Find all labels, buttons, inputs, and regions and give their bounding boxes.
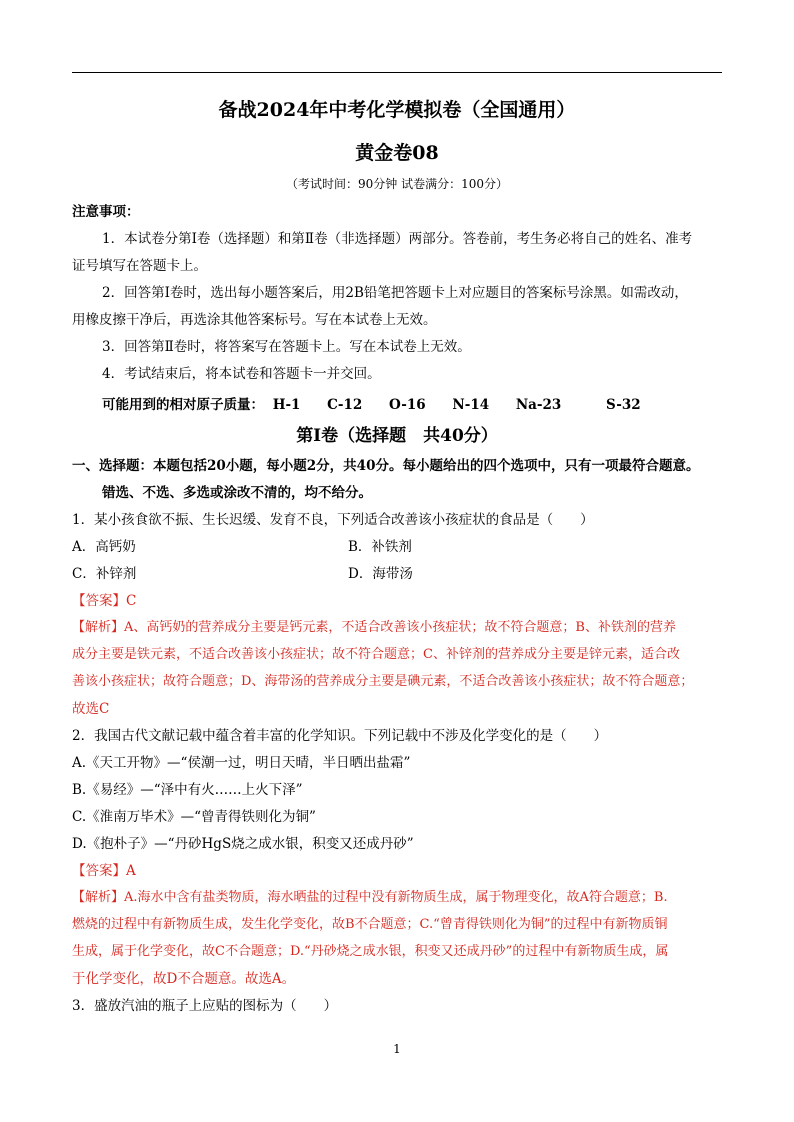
- question-1-explanation-line-4: 故选C: [72, 701, 110, 717]
- atomic-mass-item: S-32: [606, 397, 641, 413]
- question-2-explanation-line-3: 生成，属于化学变化，故C不合题意；D.“丹砂烧之成水银，积变又还成丹砂”的过程中有新物质生成，属: [72, 944, 669, 959]
- question-1-option-a: A．高钙奶: [72, 539, 136, 555]
- question-2-explanation-line-4: 于化学变化，故D不合题意。故选A。: [72, 971, 296, 987]
- note-1-line-2: 证号填写在答题卡上。: [72, 258, 207, 274]
- question-1-explanation-line-1: 【解析】A、高钙奶的营养成分主要是钙元素，不适合改善该小孩症状；故不符合题意；B、补铁剂的营养: [72, 620, 676, 635]
- question-1-option-c: C．补锌剂: [72, 566, 137, 582]
- header-rule: [72, 72, 722, 73]
- exam-info: （考试时间：90分钟 试卷满分：100分）: [286, 177, 508, 191]
- atomic-mass-item: C-12: [327, 397, 363, 413]
- section-intro-line-2: 错选、不选、多选或涂改不清的，均不给分。: [102, 485, 372, 501]
- note-2-line-2: 用橡皮擦干净后，再选涂其他答案标号。写在本试卷上无效。: [72, 312, 437, 328]
- question-1-answer: 【答案】C: [72, 593, 137, 609]
- atomic-mass-item: N-14: [452, 397, 490, 413]
- page-number: 1: [393, 1042, 401, 1056]
- question-2-option-b: B.《易经》—“泽中有火……上火下泽”: [72, 782, 303, 798]
- question-1-explanation-line-2: 成分主要是铁元素，不适合改善该小孩症状；故不符合题意；C、补锌剂的营养成分主要是锌元素，适合改: [72, 647, 680, 662]
- atomic-mass-item: O-16: [389, 397, 426, 413]
- atomic-masses: [102, 393, 663, 413]
- question-2-stem: 2．我国古代文献记载中蕴含着丰富的化学知识。下列记载中不涉及化学变化的是（ ）: [72, 728, 608, 744]
- page-subtitle: 黄金卷08: [355, 142, 439, 164]
- question-1-stem: 1．某小孩食欲不振、生长迟缓、发育不良，下列适合改善该小孩症状的食品是（ ）: [72, 512, 594, 528]
- question-2-answer: 【答案】A: [72, 863, 136, 879]
- note-2-line-1: 2．回答第Ⅰ卷时，选出每小题答案后，用2B铅笔把答题卡上对应题目的答案标号涂黑。如需改动，: [102, 285, 688, 301]
- question-2-option-c: C.《淮南万毕术》—“曾青得铁则化为铜”: [72, 809, 316, 825]
- question-1-explanation-line-3: 善该小孩症状；故符合题意；D、海带汤的营养成分主要是碘元素，不适合改善该小孩症状；故不符合题意；: [72, 674, 694, 689]
- atomic-mass-item: H-1: [272, 397, 301, 413]
- atomic-mass-item: Na-23: [515, 397, 562, 413]
- question-2-option-d: D.《抱朴子》—“丹砂HgS烧之成水银，积变又还成丹砂”: [72, 836, 414, 852]
- atomic-masses-label: 可能用到的相对原子质量：: [102, 397, 264, 413]
- section-title: 第Ⅰ卷（选择题 共40分）: [296, 426, 498, 446]
- note-3: 3．回答第Ⅱ卷时，将答案写在答题卡上。写在本试卷上无效。: [102, 339, 471, 355]
- question-2-option-a: A.《天工开物》—“侯潮一过，明日天晴，半日晒出盐霜”: [72, 755, 411, 771]
- question-2-explanation-line-2: 燃烧的过程中有新物质生成，发生化学变化，故B不合题意；C.“曾青得铁则化为铜”的过程中有新物质铜: [72, 917, 668, 932]
- page-title: 备战2024年中考化学模拟卷（全国通用）: [218, 99, 576, 121]
- question-3-stem: 3．盛放汽油的瓶子上应贴的图标为（ ）: [72, 998, 338, 1014]
- note-1-line-1: 1．本试卷分第Ⅰ卷（选择题）和第Ⅱ卷（非选择题）两部分。答卷前，考生务必将自己的姓名、准考: [102, 231, 693, 247]
- question-1-option-d: D．海带汤: [348, 566, 413, 582]
- question-2-explanation-line-1: 【解析】A.海水中含有盐类物质，海水晒盐的过程中没有新物质生成，属于物理变化，故A符合题意；B.: [72, 890, 668, 905]
- note-4: 4．考试结束后，将本试卷和答题卡一并交回。: [102, 366, 381, 382]
- question-1-option-b: B．补铁剂: [348, 539, 412, 555]
- section-intro-line-1: 一、选择题：本题包括20小题，每小题2分，共40分。每小题给出的四个选项中，只有一项最符合题意。: [72, 458, 700, 474]
- notes-heading: 注意事项：: [72, 204, 140, 220]
